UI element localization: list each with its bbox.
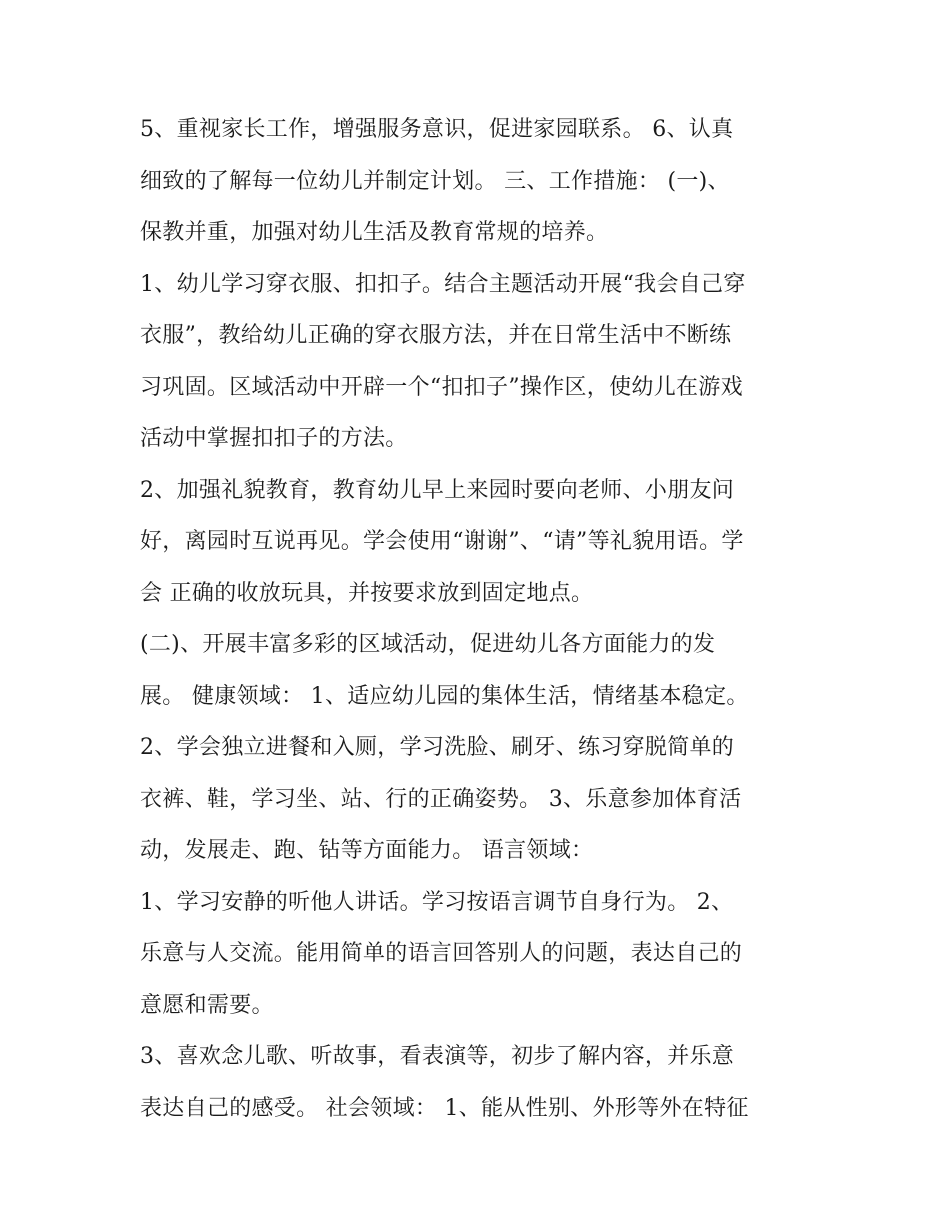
- text-line: 会 正确的收放玩具，并按要求放到固定地点。: [140, 580, 594, 606]
- text-line: 1、幼儿学习穿衣服、扣扣子。结合主题活动开展“我会自己穿: [140, 271, 746, 297]
- text-line: 意愿和需要。: [140, 992, 274, 1018]
- paragraph-work-goals: [140, 104, 820, 259]
- text-line: 细致的了解每一位幼儿并制定计划。 三、工作措施： (一)、: [140, 168, 730, 194]
- text-line: 2、加强礼貌教育，教育幼儿早上来园时要向老师、小朋友问: [140, 477, 735, 503]
- paragraph-language: [140, 877, 820, 1032]
- text-line: 衣服”，教给幼儿正确的穿衣服方法，并在日常生活中不断练: [140, 323, 732, 348]
- paragraph-manners: [140, 465, 820, 620]
- text-line: 好，离园时互说再见。学会使用“谢谢”、“请”等礼貌用语。学: [140, 529, 744, 554]
- paragraph-dressing: [140, 259, 820, 465]
- text-line: 衣裤、鞋，学习坐、站、行的正确姿势。 3、乐意参加体育活: [140, 786, 742, 812]
- paragraph-social: [140, 1031, 820, 1134]
- text-line: 保教并重，加强对幼儿生活及教育常规的培养。: [140, 220, 609, 245]
- document-body: [140, 104, 820, 1134]
- text-line: 动，发展走、跑、钻等方面能力。 语言领域：: [140, 838, 594, 863]
- text-line: 展。 健康领域： 1、适应幼儿园的集体生活，情绪基本稳定。: [140, 683, 749, 709]
- paragraph-area-activities: [140, 619, 820, 877]
- text-line: 活动中掌握扣扣子的方法。: [140, 426, 408, 451]
- text-line: 1、学习安静的听他人讲话。学习按语言调节自身行为。 2、: [140, 889, 734, 915]
- text-line: 表达自己的感受。 社会领域： 1、能从性别、外形等外在特征: [140, 1095, 749, 1121]
- text-line: 5、重视家长工作，增强服务意识，促进家园联系。 6、认真: [140, 117, 734, 142]
- text-line: (二)、开展丰富多彩的区域活动，促进幼儿各方面能力的发: [140, 632, 716, 657]
- text-line: 乐意与人交流。能用简单的语言回答别人的问题，表达自己的: [140, 941, 743, 966]
- text-line: 3、喜欢念儿歌、听故事，看表演等，初步了解内容，并乐意: [140, 1044, 735, 1069]
- text-line: 2、学会独立进餐和入厕，学习洗脸、刷牙、练习穿脱简单的: [140, 735, 735, 760]
- text-line: 习巩固。区域活动中开辟一个“扣扣子”操作区，使幼儿在游戏: [140, 374, 743, 400]
